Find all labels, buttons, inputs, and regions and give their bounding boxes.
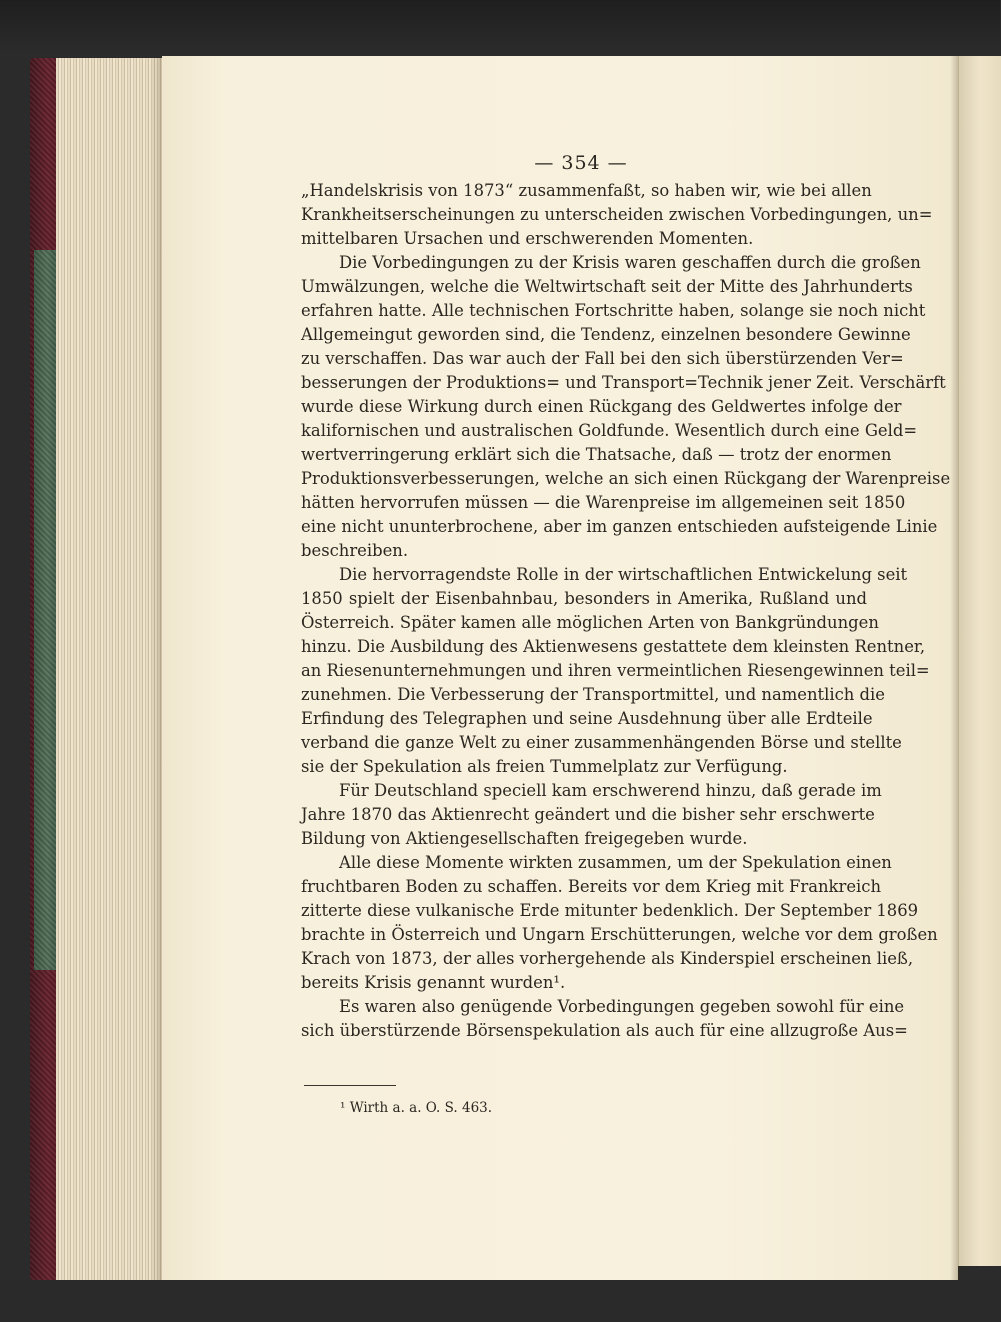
text-line: Die hervorragendste Rolle in der wirtschaftlichen Entwickelung seit [339, 565, 908, 584]
text-line: Umwälzungen, welche die Weltwirtschaft seit der Mitte des Jahrhunderts [301, 277, 913, 296]
text-line: mittelbaren Ursachen und erschwerenden Momenten. [301, 229, 754, 248]
text-line: Erfindung des Telegraphen und seine Ausdehnung über alle Erdteile [301, 709, 873, 728]
text-line: bereits Krisis genannt wurden¹. [301, 973, 566, 992]
text-line: Die Vorbedingungen zu der Krisis waren geschaffen durch die großen [339, 253, 921, 272]
text-line: Bildung von Aktiengesellschaften freigegeben wurde. [301, 829, 748, 848]
text-line: Es waren also genügende Vorbedingungen gegeben sowohl für eine [339, 997, 905, 1016]
text-line: sich überstürzende Börsenspekulation als auch für eine allzugroße Aus= [301, 1021, 908, 1040]
text-line: beschreiben. [301, 541, 409, 560]
text-line: wurde diese Wirkung durch einen Rückgang des Geldwertes infolge der [301, 397, 902, 416]
text-line: Allgemeingut geworden sind, die Tendenz, einzelnen besondere Gewinne [301, 325, 911, 344]
text-line: wertverringerung erklärt sich die Thatsache, daß — trotz der enormen [301, 445, 892, 464]
text-line: zitterte diese vulkanische Erde mitunter bedenklich. Der September 1869 [301, 901, 919, 920]
text-line: Österreich. Später kamen alle möglichen Arten von Bankgründungen [301, 613, 879, 632]
text-line: eine nicht ununterbrochene, aber im ganzen entschieden aufsteigende Linie [301, 517, 938, 536]
book-cover-band [34, 250, 56, 970]
text-line: Produktionsverbesserungen, welche an sich einen Rückgang der Warenpreise [301, 469, 951, 488]
page-number: — 354 — [534, 152, 628, 174]
text-line: besserungen der Produktions= und Transport=Technik jener Zeit. Verschärft [301, 373, 946, 392]
text-line: 1850 spielt der Eisenbahnbau, besonders in Amerika, Rußland und [301, 589, 867, 608]
text-line: brachte in Österreich und Ungarn Erschütterungen, welche vor dem großen [301, 925, 938, 944]
text-line: Krach von 1873, der alles vorhergehende als Kinderspiel erscheinen ließ, [301, 949, 914, 968]
text-line: kalifornischen und australischen Goldfunde. Wesentlich durch eine Geld= [301, 421, 918, 440]
scan-background-top [0, 0, 1000, 56]
text-line: an Riesenunternehmungen und ihren vermeintlichen Riesengewinnen teil= [301, 661, 930, 680]
text-line: erfahren hatte. Alle technischen Fortschritte haben, solange sie noch nicht [301, 301, 926, 320]
footnote: ¹ Wirth a. a. O. S. 463. [340, 1100, 493, 1116]
text-line: fruchtbaren Boden zu schaffen. Bereits vor dem Krieg mit Frankreich [301, 877, 881, 896]
text-line: sie der Spekulation als freien Tummelplatz zur Verfügung. [301, 757, 788, 776]
footnote-rule [304, 1085, 396, 1086]
facing-page-edge [958, 56, 1001, 1266]
text-line: Alle diese Momente wirkten zusammen, um der Spekulation einen [339, 853, 892, 872]
text-line: zu verschaffen. Das war auch der Fall bei den sich überstürzenden Ver= [301, 349, 904, 368]
text-line: Krankheitserscheinungen zu unterscheiden zwischen Vorbedingungen, un= [301, 205, 933, 224]
scan-background-bottom [0, 1280, 1000, 1322]
text-line: hätten hervorrufen müssen — die Warenpreise im allgemeinen seit 1850 [301, 493, 906, 512]
text-line: Für Deutschland speciell kam erschwerend hinzu, daß gerade im [339, 781, 882, 800]
text-line: hinzu. Die Ausbildung des Aktienwesens gestattete dem kleinsten Rentner, [301, 637, 926, 656]
text-line: Jahre 1870 das Aktienrecht geändert und die bisher sehr erschwerte [301, 805, 875, 824]
text-line: „Handelskrisis von 1873“ zusammenfaßt, so haben wir, wie bei allen [301, 181, 872, 200]
text-line: verband die ganze Welt zu einer zusammenhängenden Börse und stellte [301, 733, 902, 752]
text-line: zunehmen. Die Verbesserung der Transportmittel, und namentlich die [301, 685, 885, 704]
page-stack-edges [56, 58, 164, 1280]
